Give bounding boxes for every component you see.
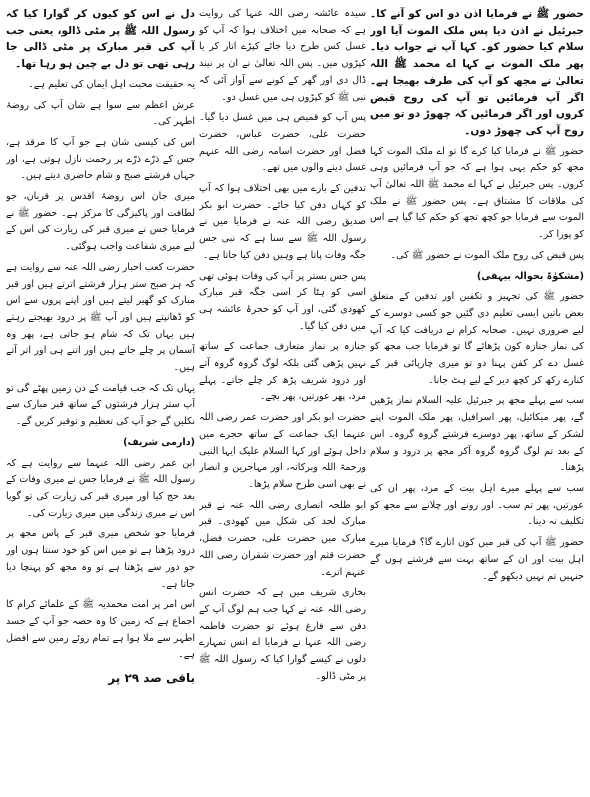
paragraph: یہاں تک کہ جب قیامت کے دن زمین پھٹے گی تو آپ ستر ہزار فرشتوں کے ساتھ قبر مبارک سے نکلیں گے جو آپ کی تعظیم و توقیر کریں گے۔ xyxy=(6,382,195,428)
column-right xyxy=(370,6,584,793)
paragraph: میری جان اس روضۂ اقدس پر قربان، جو لطافت اور پاکیزگی کا مرکز ہے۔ حضور ﷺ نے فرمایا جس نے میری قبر کی زیارت کی اس کے لیے میری شفاعت واجب ہوگئی۔ xyxy=(6,191,195,253)
paragraph: یہ حقیقت محبت اہل ایمان کی تعلیم ہے۔ xyxy=(28,78,195,90)
column-left xyxy=(6,6,195,793)
paragraph: حضور ﷺ آپ کی قبر میں کون اتارے گا؟ فرمایا میرے اہل بیت اور ان کے ساتھ بہت سے فرشتے ہوں گے جنہیں تم نہیں دیکھو گے۔ xyxy=(370,537,584,582)
paragraph: اس امر پر امت محمدیہ ﷺ کے علمائے کرام کا اجماع ہے کہ زمین کا وہ حصہ جو آپ کے جسد اطہر سے ملا ہوا ہے تمام روئے زمین سے افضل ہے۔ xyxy=(6,599,195,661)
paragraph: ابو طلحہ انصاری رضی اللہ عنہ نے قبر مبارک لحد کی شکل میں کھودی۔ قبر مبارک میں حضرت علی، حضرت فضل، حضرت قثم اور حضرت شقران رضی اللہ عنہم اترے۔ xyxy=(199,499,366,578)
paragraph: سیدہ عائشہ رضی اللہ عنہا کی روایت ہے کہ صحابہ میں اختلاف ہوا کہ آپ کو غسل کس طرح دیا جائے کپڑے اتار کر یا کپڑوں میں۔ پس اللہ تعالیٰ نے ان پر نیند ڈال دی اور گھر کے کونے سے آواز آئی کہ نبی ﷺ کو کپڑوں ہی میں غسل دو۔ xyxy=(199,8,366,103)
paragraph: پس قبض کی روح ملک الموت نے حضور ﷺ کی۔ xyxy=(390,249,584,261)
reference: (دارمی شریف) xyxy=(123,436,195,448)
paragraph: پس جس بستر پر آپ کی وفات ہوئی تھی اسی کو ہٹا کر اسی جگہ قبر مبارک کھودی گئی، اور آپ کو حجرۂ عائشہ ہی میں دفن کیا گیا۔ xyxy=(199,270,366,332)
paragraph: دل نے اس کو کیوں کر گوارا کیا کہ رسول اللہ ﷺ پر مٹی ڈالو، یعنی جب آپ کی قبر مبارک پر مٹی ڈالی جا رہی تھی تو دل بے چین ہو رہا تھا۔ xyxy=(6,8,195,71)
column-middle xyxy=(199,6,366,793)
paragraph: ابن عمر رضی اللہ عنہما سے روایت ہے کہ رسول اللہ ﷺ نے فرمایا جس نے میری وفات کے بعد حج کیا اور میری قبر کی زیارت کی تو گویا اس نے میری زندگی میں میری زیارت کی۔ xyxy=(6,457,195,519)
paragraph: سب سے پہلے میرے اہل بیت کے مرد، پھر ان کی عورتیں، پھر تم سب۔ اور رونے اور چلانے سے مجھ کو تکلیف نہ دینا۔ xyxy=(370,482,584,528)
paragraph: فرمایا جو شخص میری قبر کے پاس مجھ پر درود پڑھتا ہے تو میں اس کو خود سنتا ہوں اور جو دور سے پڑھتا ہے تو وہ مجھ کو پہنچا دیا جاتا ہے۔ xyxy=(6,528,195,590)
paragraph: حضرت ابو بکر اور حضرت عمر رضی اللہ عنہما ایک جماعت کے ساتھ حجرے میں داخل ہوئے اور کہا السلام علیک ایہا النبی ورحمۃ اللہ وبرکاتہ، اور مہاجرین و انصار نے بھی اسی طرح سلام پڑھا۔ xyxy=(199,412,366,490)
paragraph: حضور ﷺ نے فرمایا کیا کرے گا تو اے ملک الموت کہا مجھ کو حکم یہی ہوا ہے کہ جو آپ فرمائیں وہی کروں۔ پس جبرئیل نے کہا اے محمد ﷺ اللہ تعالیٰ آپ کی ملاقات کا مشتاق ہے۔ پس حضور ﷺ نے ملک الموت سے فرمایا جو کچھ تجھ کو حکم کیا گیا ہے اس کو پورا کر۔ xyxy=(370,145,584,241)
paragraph: سب سے پہلے مجھ پر جبرئیل علیہ السلام نماز پڑھیں گے، پھر میکائیل، پھر اسرافیل، پھر ملک الموت اپنے لشکر کے ساتھ، پھر دوسرے فرشتے گروہ گروہ۔ اس کے بعد تم لوگ گروہ گروہ آکر مجھ پر درود و سلام پڑھنا۔ xyxy=(370,395,584,474)
paragraph: حضور ﷺ نے فرمایا اذن دو اس کو آنے کا۔ جبرئیل نے اذن دیا پس ملک الموت آیا اور سلام کیا حضور کو۔ کہا آپ نے جواب دیا۔ پھر ملک الموت نے کہا اے محمد ﷺ اللہ تعالیٰ نے مجھ کو آپ کی طرف بھیجا ہے۔ اگر آپ فرمائیں تو آپ کی روح قبض کروں اور اگر فرمائیں کہ چھوڑ دو تو میں روح آپ کی چھوڑ دوں۔ xyxy=(370,8,584,137)
paragraph: پس آپ کو قمیص ہی میں غسل دیا گیا۔ حضرت علی، حضرت عباس، حضرت فضل اور حضرت اسامہ رضی اللہ عنہم غسل دینے والوں میں تھے۔ xyxy=(199,112,366,174)
three-column-text xyxy=(6,6,584,793)
paragraph: حضور ﷺ کی تجہیز و تکفین اور تدفین کے متعلق بعض باتیں ایسی تعلیم دی گئیں جو کسی دوسرے کے لیے ضروری نہیں۔ صحابہ کرام نے دریافت کیا کہ آپ کی نماز جنازہ کون پڑھائے گا تو فرمایا جب مجھ کو غسل دے کر کفن پہنا دو تو میری چارپائی قبر کے کنارے رکھ کر کچھ دیر کے لیے ہٹ جانا۔ xyxy=(370,291,584,386)
paragraph: حضرت کعب احبار رضی اللہ عنہ سے روایت ہے کہ ہر صبح ستر ہزار فرشتے اترتے ہیں اور قبر مبارک کو گھیر لیتے ہیں اور اپنے پروں سے اس کو ڈھانپتے ہیں اور آپ ﷺ پر درود بھیجتے رہتے ہیں یہاں تک کہ شام ہو جاتی ہے، پھر وہ آسمان پر چلے جاتے ہیں اور اتنے ہی اور اتر آتے ہیں۔ xyxy=(6,261,195,374)
paragraph: تدفین کے بارے میں بھی اختلاف ہوا کہ آپ کو کہاں دفن کیا جائے۔ حضرت ابو بکر صدیق رضی اللہ عنہ نے فرمایا میں نے رسول اللہ ﷺ سے سنا ہے کہ نبی جس جگہ وفات پاتا ہے وہیں دفن کیا جاتا ہے۔ xyxy=(199,183,366,261)
continuation-note: باقی صد ۲۹ پر xyxy=(108,671,195,686)
paragraph: عرش اعظم سے سوا ہے شان آپ کی روضۂ اطہر کی۔ xyxy=(6,99,195,128)
paragraph: اس کی کیسی شان ہے جو آپ کا مرقد ہے، جس کے ذرّے ذرّے پر رحمت نازل ہوتی ہے، اور جہاں فرشتے صبح و شام حاضری دیتے ہیں۔ xyxy=(6,136,195,182)
reference: (مشکوٰۃ بحوالہ بیہقی) xyxy=(476,270,584,282)
paragraph: جنازہ پر نماز متعارف جماعت کے ساتھ نہیں پڑھی گئی بلکہ لوگ گروہ گروہ آتے اور درود شریف پڑھ کر چلے جاتے۔ پہلے مرد، پھر عورتیں، پھر بچے۔ xyxy=(199,341,366,403)
paragraph: بخاری شریف میں ہے کہ حضرت انس رضی اللہ عنہ نے کہا جب ہم لوگ آپ کے دفن سے فارغ ہوئے تو حضرت فاطمہ رضی اللہ عنہا نے فرمایا اے انس تمہارے دلوں نے کیسے گوارا کیا کہ رسول اللہ ﷺ پر مٹی ڈالو۔ xyxy=(199,587,366,682)
